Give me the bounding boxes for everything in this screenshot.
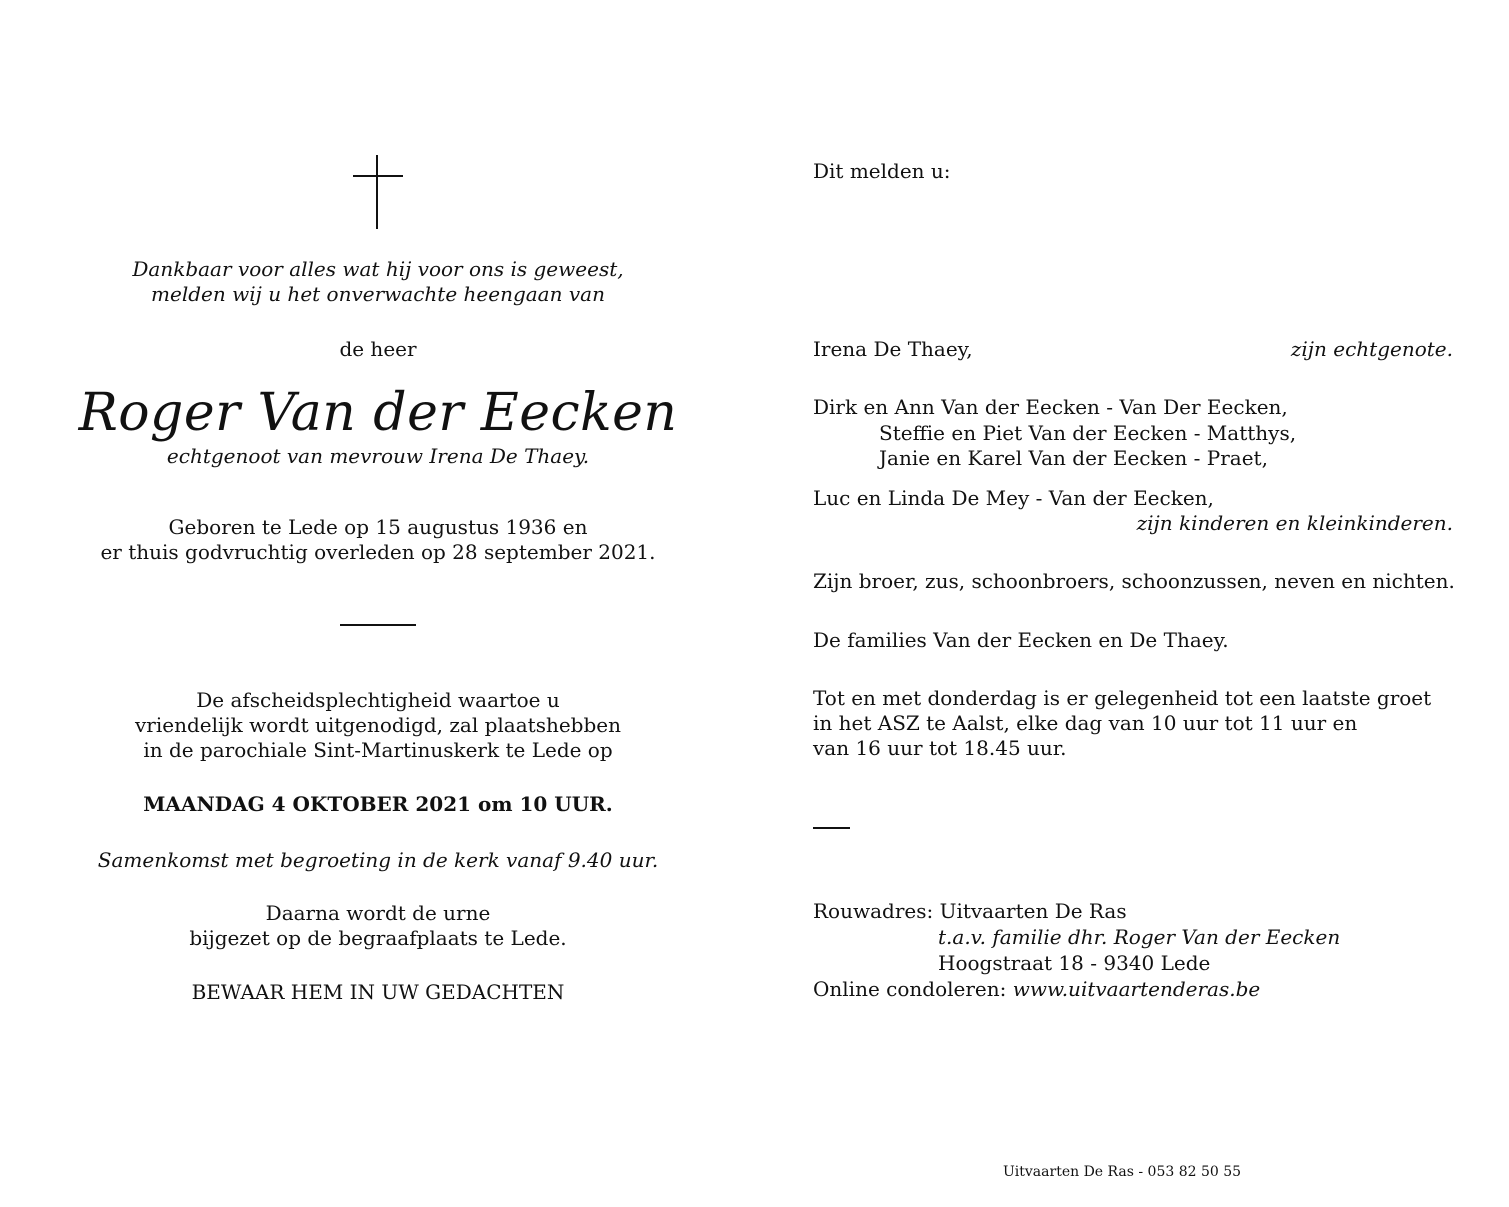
ceremony-line-1: De afscheidsplechtigheid waartoe u: [196, 688, 560, 712]
child-2: Steffie en Piet Van der Eecken - Matthys,: [879, 421, 1297, 445]
address-line-2: Hoogstraat 18 - 9340 Lede: [938, 951, 1211, 975]
footer-text: Uitvaarten De Ras - 053 82 50 55: [1003, 1164, 1242, 1180]
intro-line-2: melden wij u het onverwachte heengaan van: [151, 282, 605, 306]
relatives-text: Zijn broer, zus, schoonbroers, schoonzussen, neven en nichten.: [813, 569, 1455, 593]
children-role: zijn kinderen en kleinkinderen.: [1136, 511, 1453, 535]
deceased-name: Roger Van der Eecken: [78, 383, 678, 443]
child-3: Janie en Karel Van der Eecken - Praet,: [879, 446, 1268, 470]
online-condolence: [813, 977, 1260, 1002]
online-label: Online condoleren:: [813, 977, 1013, 1001]
gathering-text: Samenkomst met begroeting in de kerk vanaf 9.40 uur.: [97, 848, 659, 872]
child-4: Luc en Linda De Mey - Van der Eecken,: [813, 486, 1214, 510]
spouse-role: zijn echtgenote.: [1290, 337, 1453, 361]
spouse-line: echtgenoot van mevrouw Irena De Thaey.: [166, 444, 590, 468]
ceremony-text: [78, 688, 678, 763]
address-label: Rouwadres: Uitvaarten De Ras: [813, 899, 1127, 923]
announce-text: Dit melden u:: [813, 159, 951, 183]
intro-line-1: Dankbaar voor alles wat hij voor ons is geweest,: [132, 257, 624, 281]
urn-text: [78, 901, 678, 951]
child-1: Dirk en Ann Van der Eecken - Van Der Eecken,: [813, 395, 1288, 419]
online-url[interactable]: www.uitvaartenderas.be: [1012, 977, 1261, 1001]
visitation-line-2: in het ASZ te Aalst, elke dag van 10 uur tot 11 uur en: [813, 711, 1358, 735]
left-divider: [340, 624, 416, 626]
ceremony-date: MAANDAG 4 OKTOBER 2021 om 10 UUR.: [143, 792, 613, 816]
right-divider: [813, 827, 850, 829]
death-line: er thuis godvruchtig overleden op 28 september 2021.: [100, 540, 656, 564]
urn-line-1: Daarna wordt de urne: [265, 901, 491, 925]
spouse-name: Irena De Thaey,: [813, 337, 973, 361]
visitation-line-3: van 16 uur tot 18.45 uur.: [813, 736, 1067, 760]
closing-text: BEWAAR HEM IN UW GEDACHTEN: [191, 980, 565, 1004]
address-line-1: t.a.v. familie dhr. Roger Van der Eecken: [938, 925, 1341, 949]
intro-text: [78, 257, 678, 307]
visitation-line-1: Tot en met donderdag is er gelegenheid tot een laatste groet: [813, 686, 1432, 710]
birth-death-text: [78, 515, 678, 565]
title-prefix: de heer: [339, 337, 417, 361]
ceremony-line-2: vriendelijk wordt uitgenodigd, zal plaatshebben: [135, 713, 621, 737]
ceremony-line-3: in de parochiale Sint-Martinuskerk te Lede op: [143, 738, 613, 762]
urn-line-2: bijgezet op de begraafplaats te Lede.: [189, 926, 567, 950]
birth-line: Geboren te Lede op 15 augustus 1936 en: [168, 515, 588, 539]
families-text: De families Van der Eecken en De Thaey.: [813, 628, 1229, 652]
visitation-text: [813, 686, 1431, 761]
cross-icon: [353, 155, 403, 229]
